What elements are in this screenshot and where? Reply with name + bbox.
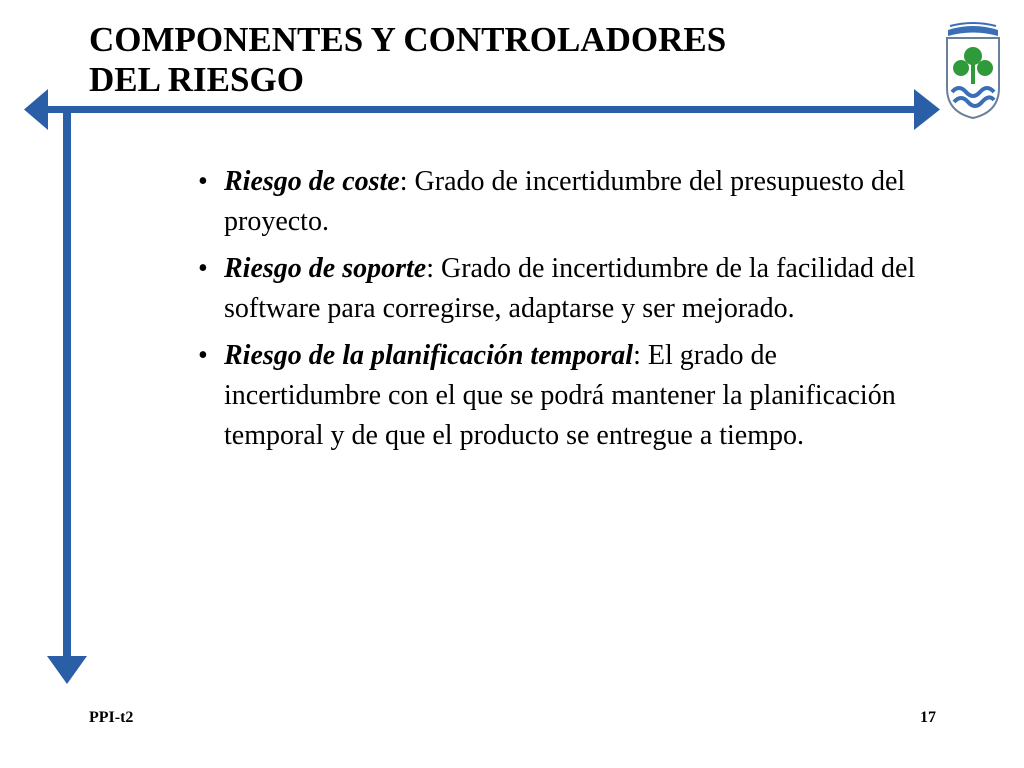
bullet-text: : El grado de incertidumbre con el que se podrá mantener la planificación temporal y de que el producto se entregue a tiempo. <box>224 340 896 451</box>
bullet-marker: • <box>198 340 208 371</box>
slide-title <box>89 20 726 100</box>
bullet-item <box>198 162 918 242</box>
university-emblem-icon <box>942 22 1004 120</box>
footer-course-code: PPI-t2 <box>89 709 134 726</box>
bullet-list <box>198 162 918 463</box>
bullet-item <box>198 249 918 329</box>
bullet-item <box>198 336 918 456</box>
vertical-arrow-bar <box>63 110 71 662</box>
bullet-text: : Grado de incertidumbre de la facilidad del software para corregirse, adaptarse y ser mejorado. <box>224 253 916 324</box>
bullet-marker: • <box>198 166 208 197</box>
left-arrowhead <box>24 89 48 130</box>
bullet-text: : Grado de incertidumbre del presupuesto del proyecto. <box>224 166 906 237</box>
bullet-term: Riesgo de soporte <box>224 253 427 284</box>
down-arrowhead <box>47 656 87 684</box>
title-line-1: COMPONENTES Y CONTROLADORES <box>89 20 727 59</box>
footer-page-number: 17 <box>920 709 936 726</box>
bullet-marker: • <box>198 253 208 284</box>
right-arrowhead <box>914 89 940 130</box>
title-line-2: DEL RIESGO <box>89 60 304 99</box>
bullet-term: Riesgo de la planificación temporal <box>224 340 634 371</box>
horizontal-arrow-bar <box>40 106 918 113</box>
bullet-term: Riesgo de coste <box>224 166 400 197</box>
